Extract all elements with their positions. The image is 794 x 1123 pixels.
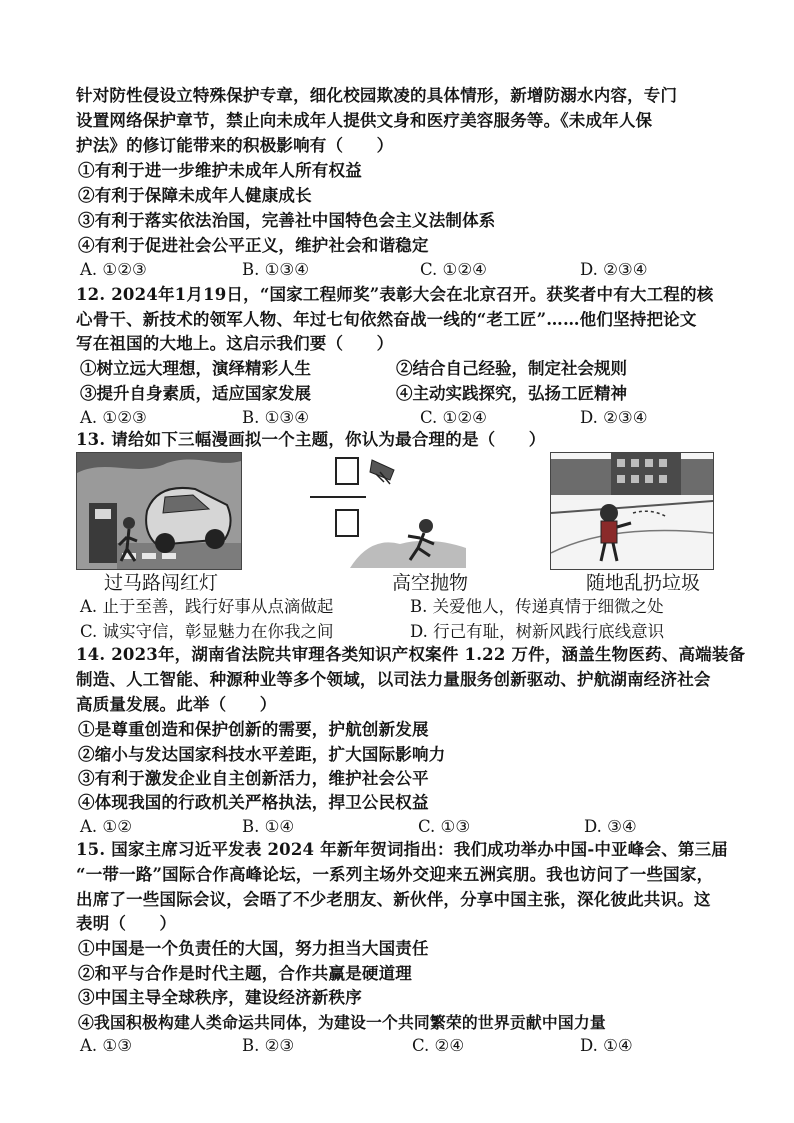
comic-caption-throwing: 高空抛物 xyxy=(392,572,469,594)
q13-option-d[interactable]: D. 行己有耻，树新风践行底线意识 xyxy=(410,622,665,641)
q14-option-c[interactable]: C. ①③ xyxy=(418,817,471,836)
q13-option-a[interactable]: A. 止于至善，践行好事从点滴做起 xyxy=(80,597,334,616)
q15-stem-line-1: 15. 国家主席习近平发表 2024 年新年贺词指出：我们成功举办中国-中亚峰会、第三届 xyxy=(76,840,729,859)
q11-statement-3: ③有利于落实依法治国，完善社中国特色会主义法制体系 xyxy=(78,211,496,230)
q14-stem-line-3: 高质量发展。此举（ ） xyxy=(76,695,277,714)
comic-throwing-image xyxy=(310,452,466,568)
q13-option-c[interactable]: C. 诚实守信，彰显魅力在你我之间 xyxy=(80,622,334,641)
q12-stem-line-2: 心骨干、新技术的领军人物、年过七旬依然奋战一线的“老工匠”……他们坚持把论文 xyxy=(76,310,697,329)
q14-stem-line-2: 制造、人工智能、种源种业等多个领域，以司法力量服务创新驱动、护航湖南经济社会 xyxy=(76,670,711,689)
q14-statement-2: ②缩小与发达国家科技水平差距，扩大国际影响力 xyxy=(78,745,446,764)
q12-stem-line-3: 写在祖国的大地上。这启示我们要（ ） xyxy=(76,334,394,353)
q12-statement-3: ③提升自身素质，适应国家发展 xyxy=(80,384,311,403)
q14-stem-line-1: 14. 2023年，湖南省法院共审理各类知识产权案件 1.22 万件，涵盖生物医药、高端装备 xyxy=(76,645,746,664)
q14-option-d[interactable]: D. ③④ xyxy=(584,817,637,836)
q11-statement-4: ④有利于促进社会公平正义，维护社会和谐稳定 xyxy=(78,236,429,255)
q15-stem-line-3: 出席了一些国际会议，会晤了不少老朋友、新伙伴，分享中国主张，深化彼此共识。这 xyxy=(76,890,711,909)
q11-stem-line-2: 设置网络保护章节，禁止向未成年人提供文身和医疗美容服务等。《未成年人保 xyxy=(76,111,653,130)
q14-statement-3: ③有利于激发企业自主创新活力，维护社会公平 xyxy=(78,769,429,788)
q15-statement-4: ④我国积极构建人类命运共同体，为建设一个共同繁荣的世界贡献中国力量 xyxy=(78,1013,606,1032)
q15-statement-3: ③中国主导全球秩序，建设经济新秩序 xyxy=(78,988,362,1007)
q12-option-b[interactable]: B. ①③④ xyxy=(242,408,309,427)
q12-statement-2: ②结合自己经验，制定社会规则 xyxy=(396,359,627,378)
q15-option-d[interactable]: D. ①④ xyxy=(580,1036,633,1055)
q13-stem: 13. 请给如下三幅漫画拟一个主题，你认为最合理的是（ ） xyxy=(76,430,546,449)
q12-stem-line-1: 12. 2024年1月19日，“国家工程师奖”表彰大会在北京召开。获奖者中有大工程的核 xyxy=(76,285,714,304)
q15-option-c[interactable]: C. ②④ xyxy=(412,1036,465,1055)
q13-option-b[interactable]: B. 关爱他人，传递真情于细微之处 xyxy=(410,597,664,616)
q11-statement-2: ②有利于保障未成年人健康成长 xyxy=(78,186,312,205)
q11-option-d[interactable]: D. ②③④ xyxy=(580,260,648,279)
q12-option-a[interactable]: A. ①②③ xyxy=(80,408,147,427)
q12-statement-1: ①树立远大理想，演绎精彩人生 xyxy=(80,359,311,378)
q11-stem-line-3: 护法》的修订能带来的积极影响有（ ） xyxy=(76,136,394,155)
comic-caption-red-light: 过马路闯红灯 xyxy=(104,572,219,594)
q15-statement-2: ②和平与合作是时代主题，合作共赢是硬道理 xyxy=(78,964,412,983)
q11-option-c[interactable]: C. ①②④ xyxy=(420,260,487,279)
q11-option-b[interactable]: B. ①③④ xyxy=(242,260,309,279)
comic-red-light-image xyxy=(76,452,242,570)
q14-statement-4: ④体现我国的行政机关严格执法，捍卫公民权益 xyxy=(78,793,429,812)
q15-stem-line-2: “一带一路”国际合作高峰论坛，一系列主场外交迎来五洲宾朋。我也访问了一些国家， xyxy=(76,865,714,884)
q14-statement-1: ①是尊重创造和保护创新的需要，护航创新发展 xyxy=(78,720,429,739)
q15-option-b[interactable]: B. ②③ xyxy=(242,1036,295,1055)
q12-option-d[interactable]: D. ②③④ xyxy=(580,408,648,427)
q14-option-b[interactable]: B. ①④ xyxy=(242,817,295,836)
comic-littering-image xyxy=(550,452,714,570)
q12-statement-4: ④主动实践探究，弘扬工匠精神 xyxy=(396,384,627,403)
q15-option-a[interactable]: A. ①③ xyxy=(80,1036,132,1055)
q11-stem-line-1: 针对防性侵设立特殊保护专章，细化校园欺凌的具体情形，新增防溺水内容，专门 xyxy=(76,86,678,105)
q15-stem-line-4: 表明（ ） xyxy=(76,914,177,933)
comic-caption-littering: 随地乱扔垃圾 xyxy=(586,572,701,594)
q15-statement-1: ①中国是一个负责任的大国，努力担当大国责任 xyxy=(78,939,429,958)
q11-statement-1: ①有利于进一步维护未成年人所有权益 xyxy=(78,161,362,180)
q14-option-a[interactable]: A. ①② xyxy=(80,817,132,836)
q11-option-a[interactable]: A. ①②③ xyxy=(80,260,147,279)
q12-option-c[interactable]: C. ①②④ xyxy=(420,408,487,427)
